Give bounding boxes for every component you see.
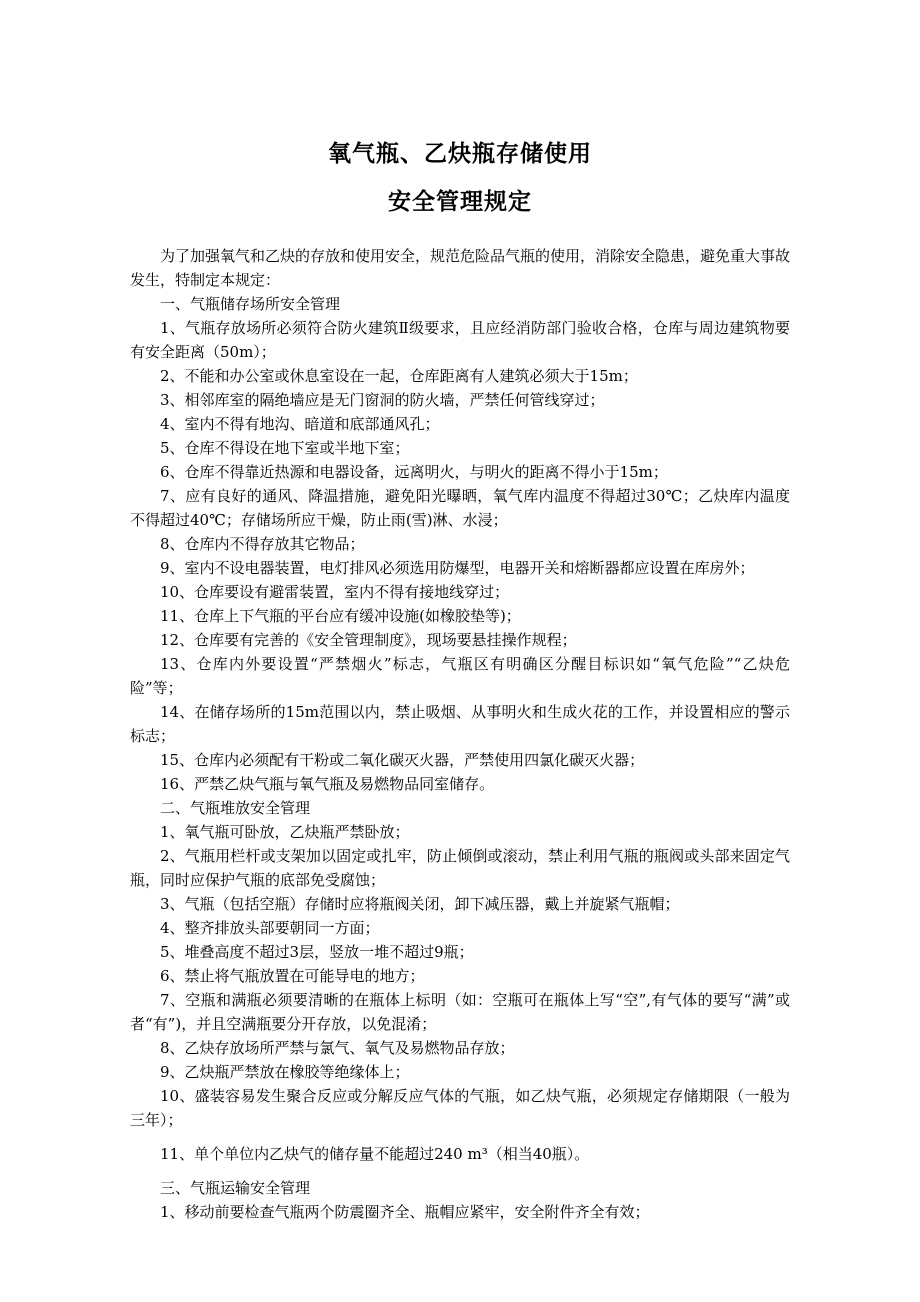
list-item: 9、室内不设电器装置，电灯排风必须选用防爆型，电器开关和熔断器都应设置在库房外； xyxy=(160,559,755,577)
list-item: 7、应有良好的通风、降温措施，避免阳光曝晒，氧气库内温度不得超过30℃；乙炔库内温度不得超过40℃；存储场所应干燥，防止雨(雪)淋、水浸； xyxy=(130,487,790,529)
list-item: 8、仓库内不得存放其它物品； xyxy=(160,535,365,553)
list-item: 2、气瓶用栏杆或支架加以固定或扎牢，防止倾倒或滚动，禁止利用气瓶的瓶阀或头部来固定气瓶，同时应保护气瓶的底部免受腐蚀； xyxy=(130,847,790,889)
list-item: 15、仓库内必须配有干粉或二氧化碳灭火器，严禁使用四氯化碳灭火器； xyxy=(160,751,645,769)
list-item: 1、移动前要检查气瓶两个防震圈齐全、瓶帽应紧牢，安全附件齐全有效； xyxy=(160,1203,650,1221)
document-body xyxy=(130,244,790,1224)
list-item: 6、仓库不得靠近热源和电器设备，远离明火，与明火的距离不得小于15m； xyxy=(160,463,668,481)
list-item: 4、室内不得有地沟、暗道和底部通风孔； xyxy=(160,415,440,433)
list-item: 5、堆叠高度不超过3层，竖放一堆不超过9瓶； xyxy=(160,943,474,961)
list-item: 13、仓库内外要设置“严禁烟火”标志，气瓶区有明确区分醒目标识如“氧气危险”“乙炔危险”等； xyxy=(130,655,790,697)
list-item: 10、盛装容易发生聚合反应或分解反应气体的气瓶，如乙炔气瓶，必须规定存储期限（一般为三年）； xyxy=(130,1087,790,1129)
list-item: 9、乙炔瓶严禁放在橡胶等绝缘体上； xyxy=(160,1063,410,1081)
list-item: 3、相邻库室的隔绝墙应是无门窗洞的防火墙，严禁任何管线穿过； xyxy=(160,391,605,409)
list-item: 1、气瓶存放场所必须符合防火建筑Ⅱ级要求，且应经消防部门验收合格，仓库与周边建筑物要有安全距离（50m）； xyxy=(130,319,790,361)
list-item: 12、仓库要有完善的《安全管理制度》，现场要悬挂操作规程； xyxy=(160,631,577,649)
list-item: 11、单个单位内乙炔气的储存量不能超过240 m³（相当40瓶）。 xyxy=(160,1145,590,1163)
section-heading: 二、气瓶堆放安全管理 xyxy=(160,799,311,817)
list-item: 6、禁止将气瓶放置在可能导电的地方； xyxy=(160,967,425,985)
list-item: 8、乙炔存放场所严禁与氯气、氧气及易燃物品存放； xyxy=(160,1039,515,1057)
list-item: 4、整齐排放头部要朝同一方面； xyxy=(160,919,380,937)
list-item: 16、严禁乙炔气瓶与氧气瓶及易燃物品同室储存。 xyxy=(160,775,495,793)
section-heading: 一、气瓶储存场所安全管理 xyxy=(160,295,341,313)
document-title-line1: 氧气瓶、乙炔瓶存储使用 xyxy=(328,141,592,167)
intro-paragraph: 为了加强氧气和乙炔的存放和使用安全，规范危险品气瓶的使用，消除安全隐患，避免重大事故发生，特制定本规定： xyxy=(130,247,791,289)
document-title-line2: 安全管理规定 xyxy=(388,189,532,215)
list-item: 7、空瓶和满瓶必须要清晰的在瓶体上标明（如：空瓶可在瓶体上写“空”,有气体的要写“满”或者“有”)，并且空满瓶要分开存放，以免混淆； xyxy=(130,991,790,1033)
list-item: 5、仓库不得设在地下室或半地下室； xyxy=(160,439,410,457)
list-item: 1、氧气瓶可卧放，乙炔瓶严禁卧放； xyxy=(160,823,410,841)
list-item: 14、在储存场所的15m范围以内，禁止吸烟、从事明火和生成火花的工作，并设置相应的警示标志； xyxy=(130,703,790,745)
list-item: 11、仓库上下气瓶的平台应有缓冲设施(如橡胶垫等)； xyxy=(160,607,521,625)
section-heading: 三、气瓶运输安全管理 xyxy=(160,1179,311,1197)
list-item: 3、气瓶（包括空瓶）存储时应将瓶阀关闭，卸下减压器，戴上并旋紧气瓶帽； xyxy=(160,895,680,913)
list-item: 10、仓库要设有避雷装置，室内不得有接地线穿过； xyxy=(160,583,510,601)
list-item: 2、不能和办公室或休息室设在一起，仓库距离有人建筑必须大于15m； xyxy=(160,367,638,385)
